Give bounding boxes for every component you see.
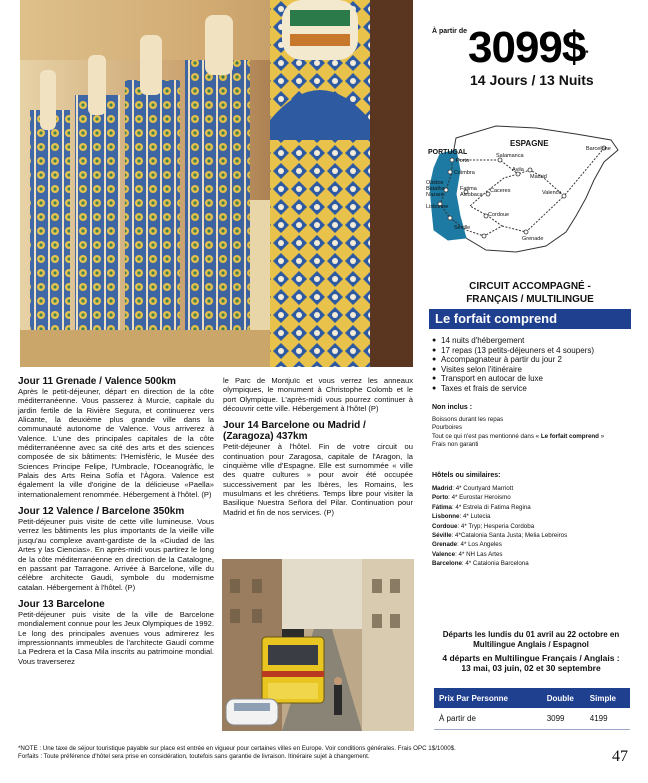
list-item: ● Visites selon l'itinéraire [432,365,632,375]
included-list [432,336,632,394]
day-text: le Parc de Montjuïc et vous verrez les anneaux olympiques, le monument à Christophe Colomb et le port Olympique. L'après-midi vous pourrez continuer à découvrir cette ville. Hébergement à l'hôtel (P) [223,376,413,414]
price-table [434,688,630,730]
list-item: ● 17 repas (13 petits-déjeuners et 4 soupers) [432,346,632,356]
svg-text:Barcelone: Barcelone [586,146,611,152]
day-12 [18,506,214,592]
svg-text:Caceres: Caceres [490,188,511,194]
svg-text:Salamanca: Salamanca [496,153,524,159]
route-map [426,120,622,270]
hotels-title: Hôtels ou similaires: [432,472,501,479]
page-number: 47 [612,748,628,765]
svg-text:Obidos: Obidos [426,180,444,186]
svg-text:Lisbonne: Lisbonne [426,204,449,210]
list-item: ● Transport en autocar de luxe [432,374,632,384]
day-11 [18,376,214,499]
hotel-row: Lisbonne: 4* Lutecia [432,513,491,521]
price-amount: 3099$* [468,23,588,72]
map-label-portugal: PORTUGAL [428,149,468,156]
not-included-title: Non inclus : [432,404,473,411]
svg-text:Madrid: Madrid [530,174,547,180]
footnote: *NOTE : Une taxe de séjour touristique payable sur place est entrée en vigueur pour certaines villes en Europe. Voir conditions générales. Frais OPC 1$/1000$. Forfaits : Toute préférence d'hôtel sera prise en considération, toutefois sans garantie de livraison. Itinéraire sujet à changement. [18,745,456,760]
day-text: Après le petit-déjeuner, départ en direction de la côte méditerranéenne. Vous passerez à Murcie, capitale du jardin fertile de la Rivière Segura, et continuerez vers Alicante, la deuxième plus grande ville dans la communauté autonome de Valence. Vous arriverez à Valence. L'une des principales capitales de la côte méditerranéenne avec sa cité des arts et des sciences composée de six bâtiments: l'Hemisfèric, le Musée des Sciences Principe Felipe, l'Umbracle, l'Oceanogràfic, le Palais des Arts Reina Sofía et l'Àgora. Valence est également la ville d'origine de la délicieuse «Paella» internationalement renommée. Hébergement à l'hôtel. (P) [18,387,214,499]
tiled-arches-illustration [20,0,413,367]
svg-text:Porto: Porto [456,158,470,164]
itinerary-column-2 [223,376,413,524]
hotels-list [432,484,632,569]
list-item: ● Accompagnateur à partir du jour 2 [432,355,632,365]
lisbon-tram-photo [222,559,414,731]
trip-duration: 14 Jours / 13 Nuits [470,72,594,88]
day-title: Jour 13 Barcelone [18,598,105,610]
svg-text:Nazaré: Nazaré [426,192,444,198]
svg-text:Cordoue: Cordoue [488,212,510,218]
svg-text:Grenade: Grenade [522,236,544,242]
day-text: Petit-déjeuner à l'hôtel. Fin de votre circuit ou continuation pour Zaragosa, capitale de l'Aragon, la cinquième ville d'Espagne. Elle est surnommée « ville des quatre cultures » pour avoir été occupée successivement par les Ibères, les Romains, les musulmans et les chrétiens. Temps libre pour visiter la Basilique Nuestra Señora del Pilar. Continuation pour Madrid et fin de nos services. (P) [223,442,413,517]
hotel-row: Grenade: 4* Los Angeles [432,541,502,549]
circuit-type: CIRCUIT ACCOMPAGNÉ - FRANÇAIS / MULTILINGUE [466,281,594,305]
hero-photo-plaza-espana [20,0,413,367]
hotel-row: Valence: 4* NH Las Artes [432,550,503,558]
day-title: Jour 11 Grenade / Valence 500km [18,376,176,387]
forfait-title: Le forfait comprend [429,309,631,329]
day-14 [223,420,413,517]
hotel-row: Séville: 4*Catalonia Santa Justa; Melia Lebreiros [432,532,568,540]
hotel-row: Barcelone: 4* Catalonia Barcelona [432,560,529,568]
day-text: Petit-déjeuner puis visite de cette ville lumineuse. Vous verrez les bâtiments les plus importants de la vieille ville jusqu'au complexe avant-gardiste de la «Ciudad de las Artes y las Ciencias». En après-midi vous partirez le long de la côte méditerranéenne en direction de la Catalogne, en passant par Tarragone. Arrivée à Barcelone, ville du célèbre architecte Gaudi, symbole du modernisme catalan. Hébergement à l'hôtel. (P) [18,517,214,592]
not-included-list: Boissons durant les repas Pourboires Tout ce qui n'est pas mentionné dans « Le forfait comprend » Frais non garanti [432,416,605,449]
svg-text:Alcobaca: Alcobaca [460,192,483,198]
departure-info: Départs les lundis du 01 avril au 22 octobre en Multilingue Anglais / Espagnol 4 départs en Multilingue Français / Anglais : 13 mai, 03 juin, 02 et 30 septembre [442,630,620,673]
day-text: Petit-déjeuner puis visite de la ville de Barcelone mondialement connue pour les Jeux Olympiques de 1992. Le long des principales avenues vous admirerez les impressionnants immeubles de l'architecte Gaudí comme La Pedrera et la Casa Mila inscrits au patrimoine mondial. Vous traverserez [18,609,214,666]
itinerary-column-1 [18,376,214,673]
svg-text:Fatima: Fatima [460,186,477,192]
day-13 [18,599,214,666]
svg-text:Séville: Séville [454,225,471,231]
svg-text:Batalha: Batalha [426,186,445,192]
day-13-continued [223,376,413,413]
day-title: Jour 14 Barcelone ou Madrid / (Zaragoza) 437km [223,420,366,443]
table-row: À partir de 3099 4199 [434,708,630,730]
hotel-row: Madrid: 4* Courtyard Marriott [432,485,514,492]
hotel-row: Fátima: 4* Estrela di Fatima Regina [432,503,531,511]
hotel-row: Porto: 4* Eurostar Heroismo [432,494,511,502]
day-title: Jour 12 Valence / Barcelone 350km [18,506,185,518]
svg-text:Avila: Avila [512,167,524,173]
hotel-row: Cordoue: 4* Tryp; Hesperia Cordoba [432,522,535,530]
svg-text:Coimbra: Coimbra [454,170,475,176]
from-label: À partir de [432,28,468,35]
list-item: ● 14 nuits d'hébergement [432,336,632,346]
svg-text:Valence: Valence [542,190,562,196]
list-item: ● Taxes et frais de service [432,384,632,394]
price-table-header: Prix Par Personne Double Simple [434,688,630,708]
map-label-spain: ESPAGNE [510,139,549,148]
